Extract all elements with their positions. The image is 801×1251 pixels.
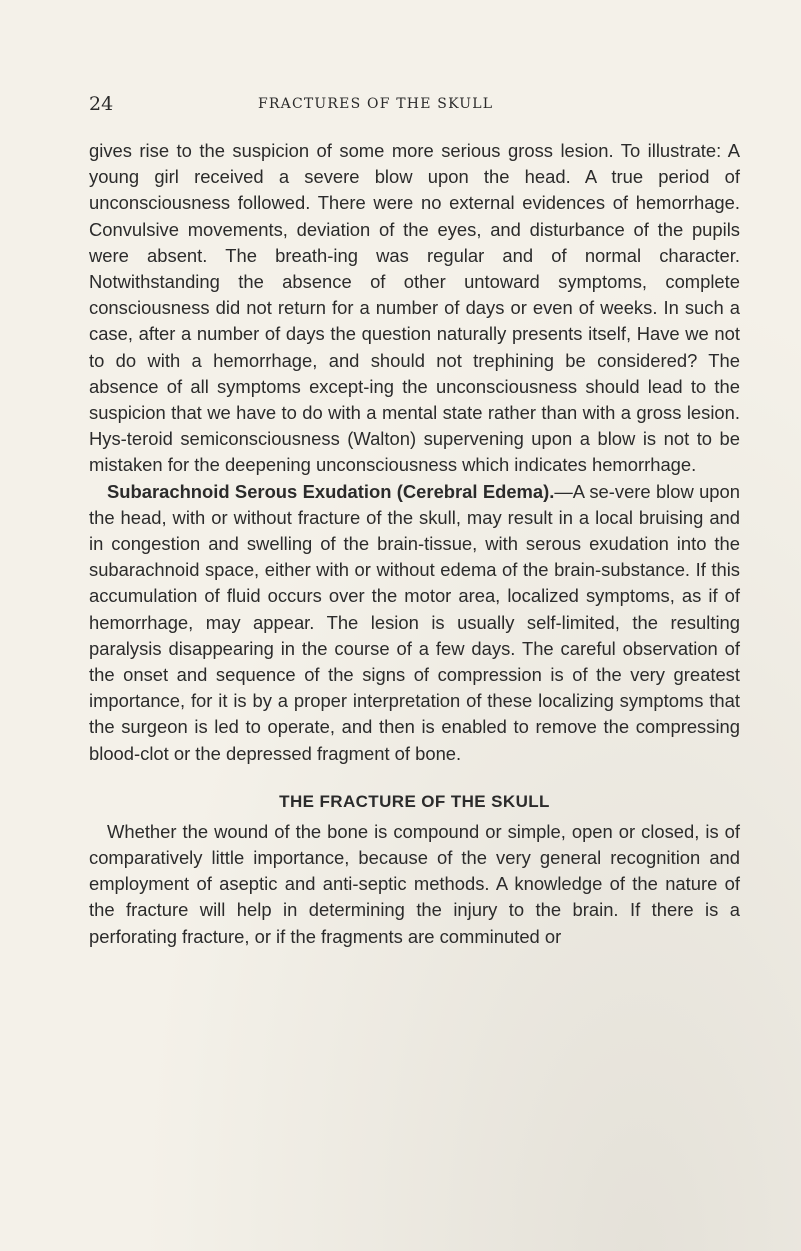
paragraph-2-text: —A se-vere blow upon the head, with or without fracture of the skull, may result in a local bruising and in congestion and swelling of the brain-tissue, with serous exudation into the subarachnoid space, either with or without edema of the brain-substance. If this accumulation of fluid occurs over the motor area, localized symptoms, as if of hemorrhage, may appear. The lesion is usually self-limited, the resulting paralysis disappearing in the course of a few days. The careful observation of the onset and sequence of the signs of compression is of the very greatest importance, for it is by a proper interpretation of these localizing symptoms that the surgeon is led to operate, and then is enabled to remove the compressing blood-clot or the depressed fragment of bone.	[89, 480, 740, 764]
body-text	[89, 138, 740, 950]
paragraph-2	[89, 479, 740, 767]
running-head: FRACTURES OF THE SKULL	[258, 96, 494, 112]
paragraph-1: gives rise to the suspicion of some more serious gross lesion. To illustrate: A young girl received a severe blow upon the head. A true period of unconsciousness followed. There were no external evidences of hemorrhage. Convulsive movements, deviation of the eyes, and disturbance of the pupils were absent. The breath-ing was regular and of normal character. Notwithstanding the absence of other untoward symptoms, complete consciousness did not return for a number of days or even of weeks. In such a case, after a number of days the question naturally presents itself, Have we not to do with a hemorrhage, and should not trephining be considered? The absence of all symptoms except-ing the unconsciousness should lead to the suspicion that we have to do with a mental state rather than with a gross lesion. Hys-teroid semiconsciousness (Walton) supervening upon a blow is not to be mistaken for the deepening unconsciousness which indicates hemorrhage.	[89, 140, 740, 476]
run-in-heading: Subarachnoid Serous Exudation (Cerebral Edema).	[107, 480, 555, 502]
page-number: 24	[89, 93, 114, 115]
paragraph-3: Whether the wound of the bone is compound or simple, open or closed, is of comparatively little importance, because of the very general recognition and employment of aseptic and anti-septic methods. A knowledge of the nature of the fracture will help in determining the injury to the brain. If there is a perforating fracture, or if the fragments are comminuted or	[89, 820, 740, 947]
section-heading: THE FRACTURE OF THE SKULL	[279, 791, 550, 811]
page-header	[89, 91, 749, 117]
